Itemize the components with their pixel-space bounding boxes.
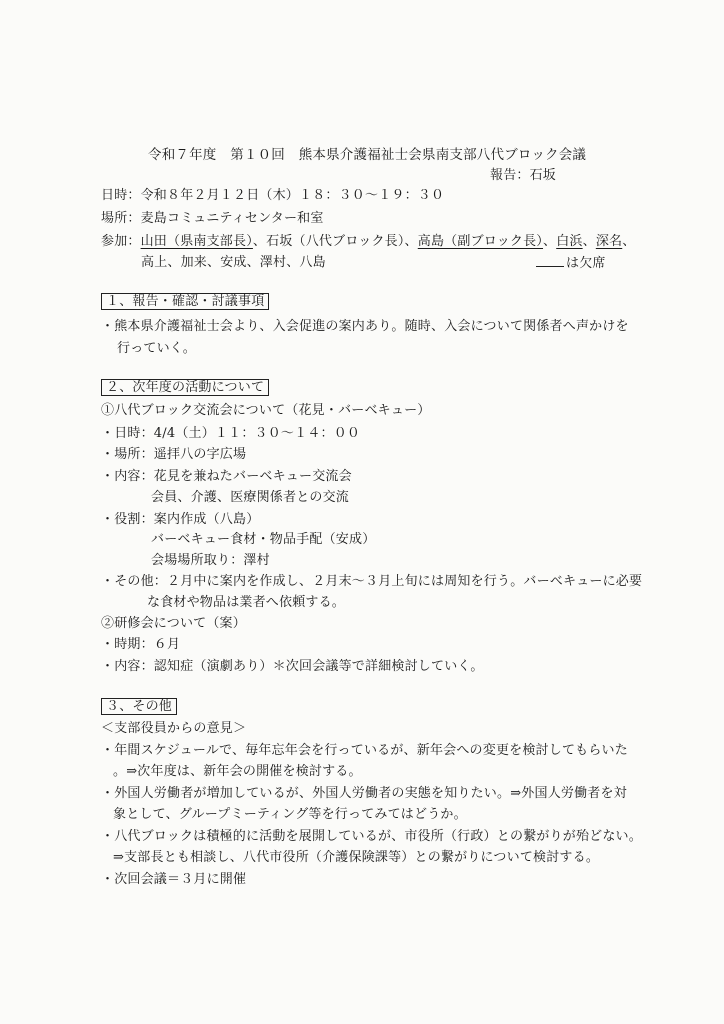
event-role-2: バーベキュー食材・物品手配（安成） — [151, 532, 376, 547]
document-title: 令和７年度 第１０回 熊本県介護福祉士会県南支部八代ブロック会議 — [148, 147, 587, 163]
opinion-3: ・八代ブロックは積極的に活動を展開しているが、市役所（行政）との繋がりが殆どない。 — [101, 829, 642, 844]
section-2-heading-box: ２、次年度の活動について — [101, 379, 269, 396]
absent-member: 白浜 — [556, 234, 583, 249]
meeting-datetime: 日時：令和８年２月１２日（木）１８：３０～１９：３０ — [101, 188, 445, 203]
absent-member: 深名 — [595, 234, 623, 249]
opinion-2-cont: 象として、グループミーティング等を行ってみてはどうか。 — [113, 807, 467, 822]
meeting-place: 場所：麦島コミュニティセンター和室 — [101, 211, 324, 226]
event-other-cont: な食材や物品は業者へ依頼する。 — [147, 595, 346, 610]
opinion-1-cont: 。⇒次年度は、新年会の開催を検討する。 — [113, 764, 362, 779]
underline-sample — [536, 254, 564, 267]
event-content: ・内容：花見を兼ねたバーベキュー交流会 — [101, 469, 352, 484]
attendance-separator: 、石坂（八代ブロック長）、 — [252, 234, 418, 249]
section-1-item: ・熊本県介護福祉士会より、入会促進の案内あり。随時、入会について関係者へ声かけを — [101, 319, 629, 334]
event-place: ・場所：遥拝八の字広場 — [101, 447, 247, 462]
opinions-heading: ＜支部役員からの意見＞ — [101, 721, 247, 736]
training-period: ・時期：６月 — [101, 637, 181, 652]
event-other: ・その他：２月中に案内を作成し、２月末～３月上旬には周知を行う。バーベキューに必要 — [101, 574, 643, 589]
opinion-2: ・外国人労働者が増加しているが、外国人労働者の実態を知りたい。⇒外国人労働者を対 — [101, 786, 627, 801]
attendance-line-1 — [101, 233, 635, 251]
attendance-line-2: 高上、加来、安成、澤村、八島 — [141, 255, 326, 270]
opinion-3-cont: ⇒支部長とも相談し、八代市役所（介護保険課等）との繋がりについて検討する。 — [113, 850, 600, 865]
event-content-cont: 会員、介護、医療関係者との交流 — [151, 490, 350, 505]
attendance-separator: 、 — [582, 234, 596, 249]
section-3-heading-box: ３、その他 — [101, 698, 177, 715]
next-meeting: ・次回会議＝３月に開催 — [101, 872, 247, 887]
opinion-1: ・年間スケジュールで、毎年忘年会を行っているが、新年会への変更を検討してもらいた — [101, 743, 628, 758]
section-2-sub-2: ②研修会について（案） — [101, 616, 246, 631]
attendance-label: 参加： — [101, 234, 141, 249]
section-2-heading — [101, 379, 269, 397]
attendance-separator: 、 — [622, 234, 636, 249]
absent-member: 山田（県南支部長） — [140, 234, 253, 249]
absent-legend — [536, 254, 606, 273]
section-1-heading-box: １、報告・確認・討議事項 — [101, 293, 269, 310]
absent-legend-text: は欠席 — [566, 256, 606, 271]
training-content: ・内容：認知症（演劇あり）＊次回会議等で詳細検討していく。 — [101, 659, 484, 674]
reporter: 報告：石坂 — [490, 168, 557, 183]
section-2-sub-1: ①八代ブロック交流会について（花見・バーベキュー） — [101, 403, 431, 418]
section-1-heading — [101, 293, 269, 311]
event-date: ・日時：4/4（土）１１：３０～１４：００ — [101, 426, 361, 441]
absent-member: 高島（副ブロック長） — [417, 234, 544, 249]
section-1-item-cont: 行っていく。 — [117, 341, 196, 356]
attendance-separator: 、 — [543, 234, 557, 249]
event-role: ・役割：案内作成（八島） — [101, 512, 260, 527]
section-3-heading — [101, 698, 177, 716]
event-role-3: 会場場所取り：澤村 — [151, 553, 270, 568]
